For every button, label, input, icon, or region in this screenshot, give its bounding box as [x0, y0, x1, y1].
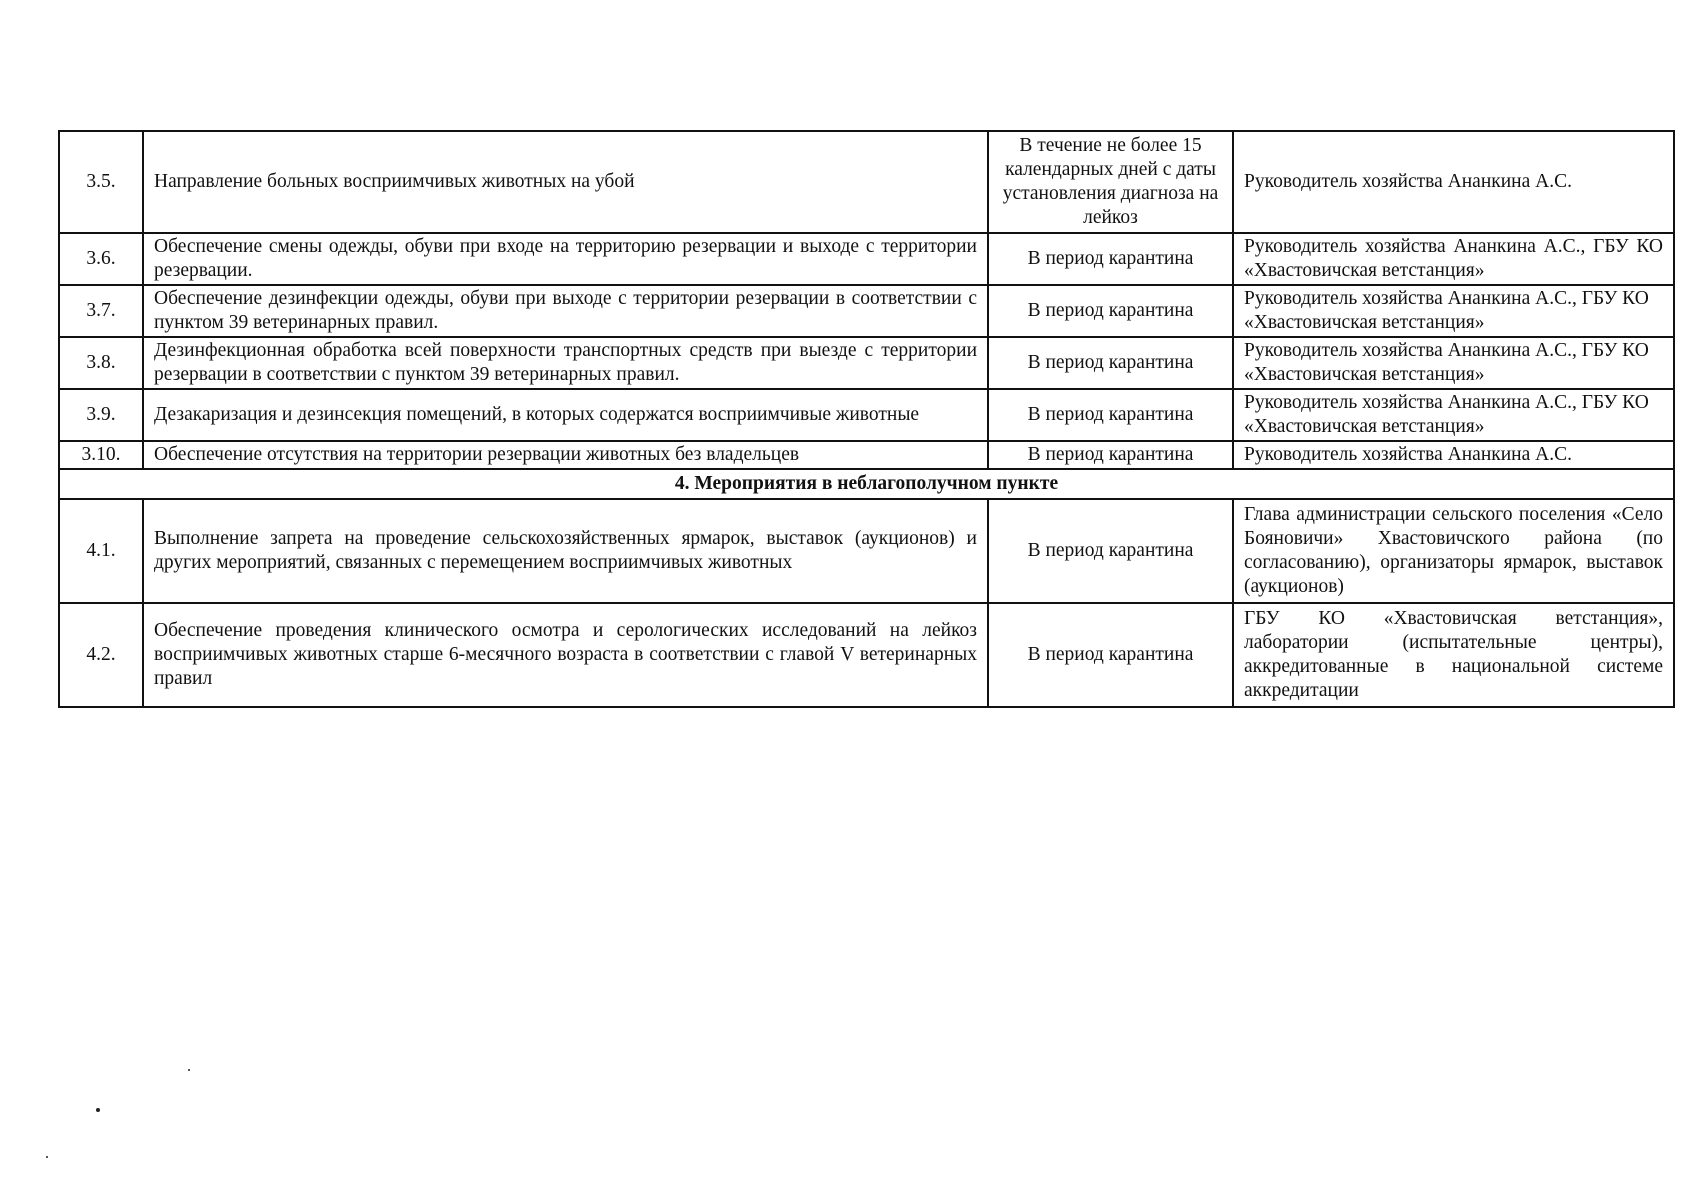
row-number: 3.10.: [59, 441, 143, 469]
measure-responsible: Руководитель хозяйства Ананкина А.С., ГБУ КО «Хвастовичская ветстанция»: [1233, 337, 1674, 389]
scan-speck: [96, 1108, 100, 1112]
table-row: [59, 499, 1674, 603]
measure-responsible: Руководитель хозяйства Ананкина А.С., ГБУ КО «Хвастовичская ветстанция»: [1233, 285, 1674, 337]
measure-description: Обеспечение отсутствия на территории резервации животных без владельцев: [143, 441, 988, 469]
table-row: [59, 389, 1674, 441]
measure-period: В период карантина: [988, 285, 1233, 337]
measure-description: Обеспечение дезинфекции одежды, обуви при выходе с территории резервации в соответствии с пунктом 39 ветеринарных правил.: [143, 285, 988, 337]
row-number: 3.9.: [59, 389, 143, 441]
table-row: [59, 285, 1674, 337]
measure-description: Обеспечение проведения клинического осмотра и серологических исследований на лейкоз восприимчивых животных старше 6-месячного возраста в соответствии с главой V ветеринарных правил: [143, 603, 988, 707]
measure-period: В период карантина: [988, 233, 1233, 285]
scan-speck: [188, 1069, 190, 1071]
measure-period: В период карантина: [988, 499, 1233, 603]
row-number: 4.1.: [59, 499, 143, 603]
row-number: 3.8.: [59, 337, 143, 389]
section-header-row: [59, 469, 1674, 499]
measure-responsible: Руководитель хозяйства Ананкина А.С.: [1233, 131, 1674, 233]
measure-period: В период карантина: [988, 337, 1233, 389]
measure-description: Дезакаризация и дезинсекция помещений, в которых содержатся восприимчивые животные: [143, 389, 988, 441]
measure-description: Выполнение запрета на проведение сельскохозяйственных ярмарок, выставок (аукционов) и других мероприятий, связанных с перемещением восприимчивых животных: [143, 499, 988, 603]
row-number: 3.7.: [59, 285, 143, 337]
measure-responsible: Глава администрации сельского поселения «Село Бояновичи» Хвастовичского района (по согласованию), организаторы ярмарок, выставок (аукционов): [1233, 499, 1674, 603]
measure-period: В период карантина: [988, 603, 1233, 707]
section-title: 4. Мероприятия в неблагополучном пункте: [59, 469, 1674, 499]
measure-period: В период карантина: [988, 389, 1233, 441]
measures-table: [58, 130, 1675, 708]
table-row: [59, 603, 1674, 707]
row-number: 3.5.: [59, 131, 143, 233]
measure-period: В течение не более 15 календарных дней с даты установления диагноза на лейкоз: [988, 131, 1233, 233]
table-row: [59, 233, 1674, 285]
measure-responsible: Руководитель хозяйства Ананкина А.С.: [1233, 441, 1674, 469]
table-row: [59, 441, 1674, 469]
measure-description: Обеспечение смены одежды, обуви при входе на территорию резервации и выходе с территории резервации.: [143, 233, 988, 285]
measure-description: Дезинфекционная обработка всей поверхности транспортных средств при выезде с территории резервации в соответствии с пунктом 39 ветеринарных правил.: [143, 337, 988, 389]
table-row: [59, 337, 1674, 389]
measure-description: Направление больных восприимчивых животных на убой: [143, 131, 988, 233]
table-row: [59, 131, 1674, 233]
measure-period: В период карантина: [988, 441, 1233, 469]
row-number: 4.2.: [59, 603, 143, 707]
measure-responsible: Руководитель хозяйства Ананкина А.С., ГБУ КО «Хвастовичская ветстанция»: [1233, 389, 1674, 441]
row-number: 3.6.: [59, 233, 143, 285]
measure-responsible: Руководитель хозяйства Ананкина А.С., ГБУ КО «Хвастовичская ветстанция»: [1233, 233, 1674, 285]
measure-responsible: ГБУ КО «Хвастовичская ветстанция», лаборатории (испытательные центры), аккредитованные в национальной системе аккредитации: [1233, 603, 1674, 707]
scan-speck: [46, 1156, 48, 1158]
